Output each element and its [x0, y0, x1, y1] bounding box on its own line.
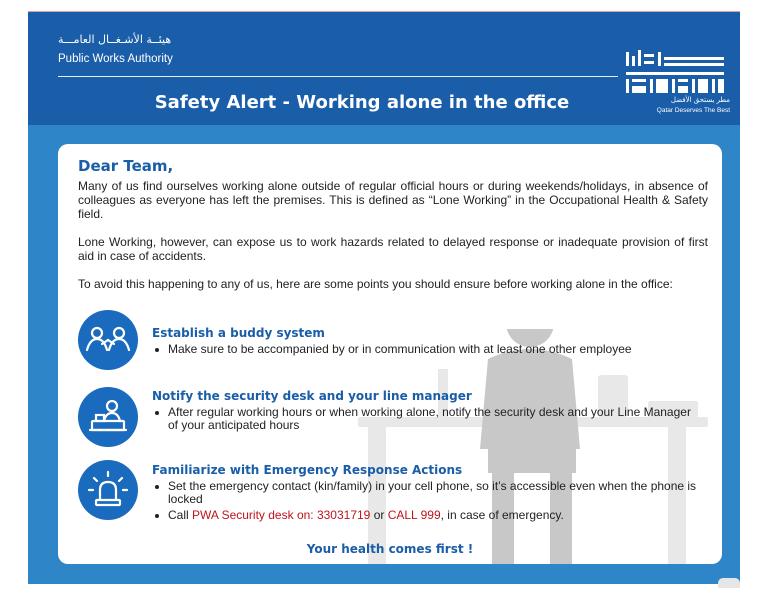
- logo-tagline-arabic: مطر يستحق الأفضل: [670, 96, 730, 104]
- item-bullets-buddy-system: [154, 343, 704, 359]
- item-title-buddy-system: Establish a buddy system: [152, 326, 325, 340]
- pwa-security-desk-number: PWA Security desk on: 33031719: [192, 508, 371, 522]
- intro-paragraph: Many of us find ourselves working alone outside of regular official hours or during weekends/holidays, in absence of colleagues as everyone has left the premises. This is defined as “Lone Working” in the Occupational Health & Safety field.: [78, 179, 708, 221]
- risk-paragraph: Lone Working, however, can expose us to work hazards related to delayed response or inadequate provision of first aid in case of accidents.: [78, 235, 708, 263]
- header-divider: [58, 76, 618, 77]
- header-banner: [28, 12, 740, 125]
- logo-tagline-english: Qatar Deserves The Best: [656, 107, 730, 114]
- call-middle: or: [370, 508, 388, 522]
- greeting: Dear Team,: [78, 157, 174, 175]
- item-bullets-notify-security: [154, 406, 704, 435]
- buddy-people-icon: [78, 310, 138, 370]
- person-at-desk-illustration-icon: [348, 329, 722, 564]
- list-item: Set the emergency contact (kin/family) in your cell phone, so it’s accessible even when the phone is locked: [154, 480, 704, 506]
- emergency-alarm-icon: [78, 460, 138, 520]
- points-intro-paragraph: To avoid this happening to any of us, here are some points you should ensure before working alone in the office:: [78, 277, 673, 291]
- emergency-number: CALL 999: [387, 508, 441, 522]
- safety-alert-poster: [28, 11, 740, 584]
- message-card: [58, 144, 722, 564]
- list-item: Make sure to be accompanied by or in communication with at least one other employee: [154, 343, 704, 356]
- page-corner-tab: [718, 578, 740, 588]
- list-item: After regular working hours or when working alone, notify the security desk and your Line Manager of your anticipated hours: [154, 406, 704, 432]
- list-item-emergency-call: [154, 509, 704, 522]
- org-name-english: Public Works Authority: [58, 53, 173, 65]
- call-prefix: Call: [168, 508, 193, 522]
- security-desk-icon: [78, 387, 138, 447]
- call-suffix: , in case of emergency.: [440, 508, 564, 522]
- footer-message: Your health comes first !: [306, 542, 474, 556]
- org-name-arabic: هيئــة الأشـغــال العامـــة: [58, 33, 172, 46]
- item-title-notify-security: Notify the security desk and your line manager: [152, 389, 472, 403]
- item-title-emergency-response: Familiarize with Emergency Response Actions: [152, 463, 463, 477]
- page-title: Safety Alert - Working alone in the office: [154, 92, 570, 113]
- item-bullets-emergency-response: [154, 480, 704, 525]
